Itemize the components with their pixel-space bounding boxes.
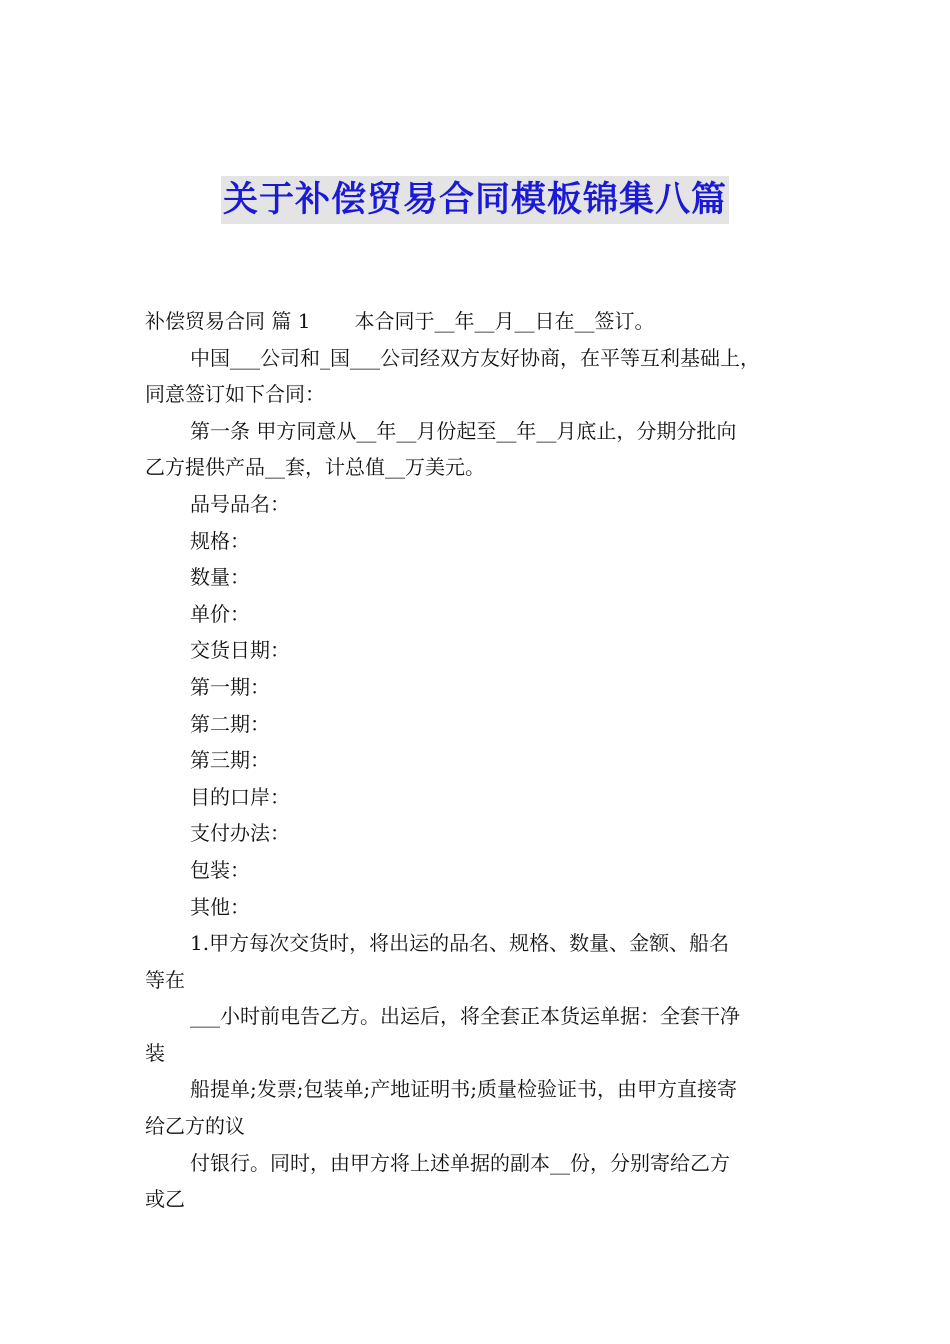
document-title: 关于补偿贸易合同模板锦集八篇: [221, 176, 729, 224]
text-line: 单价：: [190, 601, 250, 626]
text-line: 第二期：: [190, 711, 270, 736]
text-line: 装: [145, 1040, 165, 1065]
title-container: [0, 176, 950, 224]
text-line: 目的口岸：: [190, 784, 290, 809]
text-line: 给乙方的议: [145, 1114, 245, 1139]
first-line: [145, 303, 815, 340]
document-body: [145, 303, 815, 1218]
text-line: 第三期：: [190, 748, 270, 773]
text-line: 品号品名：: [190, 491, 290, 516]
text-line: 包装：: [190, 857, 250, 882]
text-line: 其他：: [190, 894, 250, 919]
text-line: 第一期：: [190, 674, 270, 699]
text-line: 支付办法：: [190, 821, 290, 846]
text-line: 同意签订如下合同：: [145, 382, 325, 407]
text-line: 船提单;发票;包装单;产地证明书;质量检验证书，由甲方直接寄: [190, 1077, 737, 1102]
text-line: 乙方提供产品__套，计总值__万美元。: [145, 455, 485, 480]
text-line: 付银行。同时，由甲方将上述单据的副本__份，分别寄给乙方: [190, 1150, 730, 1175]
text-line: 第一条 甲方同意从__年__月份起至__年__月底止，分期分批向: [190, 418, 737, 443]
text-line: 交货日期：: [190, 638, 290, 663]
text-line: ___小时前电告乙方。出运后，将全套正本货运单据：全套干净: [190, 1004, 740, 1029]
text-line: 中国___公司和_国___公司经双方友好协商，在平等互利基础上，: [190, 345, 760, 370]
text-line: 数量：: [190, 565, 250, 590]
contract-heading: 补偿贸易合同 篇 1: [145, 309, 311, 333]
text-line: 规格：: [190, 528, 250, 553]
paragraph-lines: [145, 340, 815, 1218]
contract-intro: 本合同于__年__月__日在__签订。: [354, 309, 655, 333]
text-line: 或乙: [145, 1187, 185, 1212]
text-line: 1.甲方每次交货时，将出运的品名、规格、数量、金额、船名: [190, 931, 730, 956]
text-line: 等在: [145, 967, 185, 992]
